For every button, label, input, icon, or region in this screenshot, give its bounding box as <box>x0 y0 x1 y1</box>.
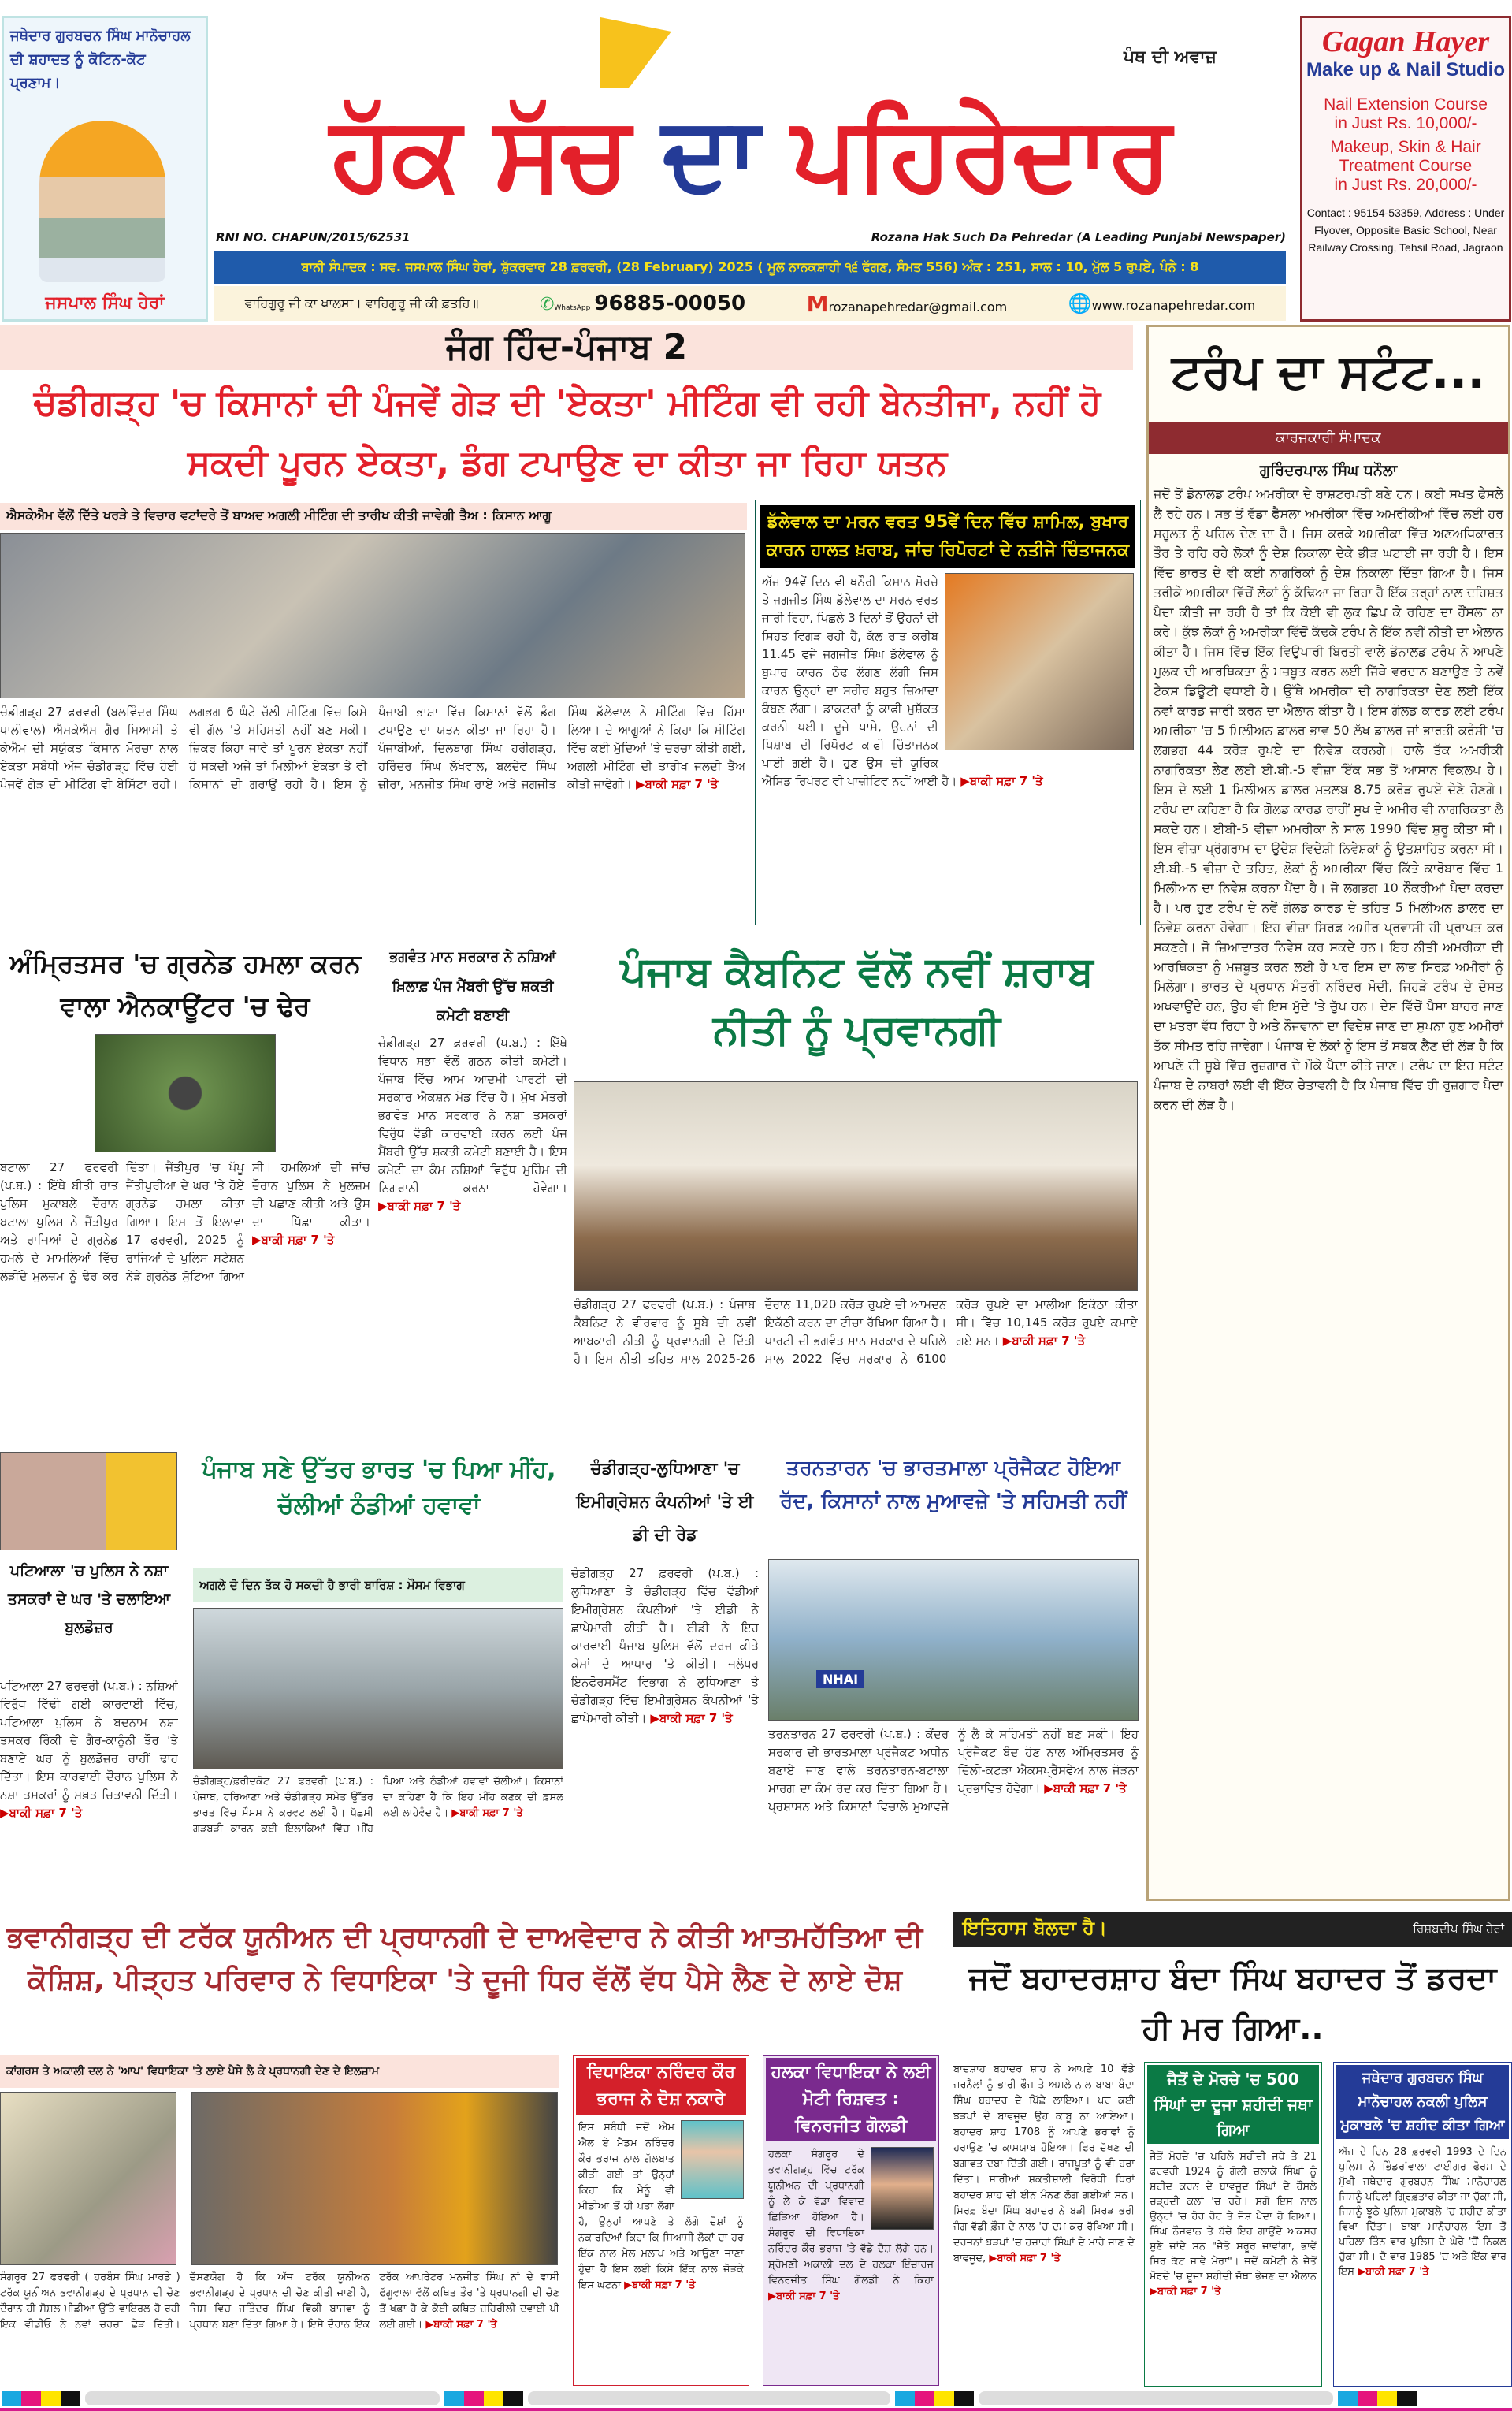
contact-strip <box>214 286 1286 321</box>
mann-committee-body <box>378 1034 567 1444</box>
continued-link[interactable]: ▶ ਬਾਕੀ ਸਫ਼ਾ 7 'ਤੇ <box>425 2319 496 2331</box>
continued-link[interactable]: ▶ ਬਾਕੀ ਸਫ਼ਾ 7 'ਤੇ <box>1150 2286 1220 2298</box>
lead-body-text: ਚੰਡੀਗੜ੍ਹ 27 ਫਰਵਰੀ (ਬਲਵਿੰਦਰ ਸਿੰਘ ਧਾਲੀਵਾਲ) ਐਸਕੇਐਮ ਗੈਰ ਸਿਆਸੀ ਤੇ ਕੇਐਮ ਦੀ ਸਯੁੰਕਤ ਕਿਸਾਨ ਮੋਰਚਾ ਨਾਲ ਏਕਤਾ ਸਬੰਧੀ ਅੱਜ ਚੰਡੀਗੜ੍ਹ ਵਿੱਚ ਹੋਈ ਪੰਜਵੇਂ ਗੇੜ ਦੀ ਮੀਟਿੰਗ ਵੀ ਬੇਸਿੱਟਾ ਰਹੀ। ਲਗਭਗ 6 ਘੰਟੇ ਚੱਲੀ ਮੀਟਿੰਗ ਵਿੱਚ ਕਿਸੇ ਵੀ ਗੱਲ 'ਤੇ ਸਹਿਮਤੀ ਨਹੀਂ ਬਣ ਸਕੀ। ਜ਼ਿਕਰ ਕਿਹਾ ਜਾਵੇ ਤਾਂ ਪੂਰਨ ਏਕਤਾ ਨਹੀਂ ਹੋ ਸਕਦੀ ਅਜੇ ਤਾਂ ਮਿਲੀਆਂ ਏਕਤਾ ਤੇ ਵੀ ਕਿਸਾਨਾਂ ਦੀ ਗਰਾਉਂ ਰਹੀ ਹੈ। ਇਸ ਨੂੰ ਪੰਜਾਬੀ ਭਾਸ਼ਾ ਵਿੱਚ ਕਿਸਾਨਾਂ ਵੱਲੋਂ ਡੰਗ ਟਪਾਉਣ ਦਾ ਯਤਨ ਕੀਤਾ ਜਾ ਰਿਹਾ ਹੈ। ਪੰਜਾਬੀਆਂ, ਦਿਲਬਾਗ ਸਿੰਘ ਹਰੀਗੜ੍ਹ, ਹਰਿੰਦਰ ਸਿੰਘ ਲੱਖੋਵਾਲ, ਬਲਦੇਵ ਸਿੰਘ ਜ਼ੀਰਾ, ਮਨਜੀਤ ਸਿੰਘ ਰਾਏ ਅਤੇ ਜਗਜੀਤ ਸਿੰਘ ਡੱਲੇਵਾਲ ਨੇ ਮੀਟਿੰਗ ਵਿੱਚ ਹਿੱਸਾ ਲਿਆ। ਦੇ ਆਗੂਆਂ ਨੇ ਕਿਹਾ ਕਿ ਮੀਟਿੰਗ ਵਿੱਚ ਕਈ ਮੁੱਦਿਆਂ 'ਤੇ ਚਰਚਾ ਕੀਤੀ ਗਈ, ਅਗਲੀ ਮੀਟਿੰਗ ਦੀ ਤਾਰੀਖ ਜਲਦੀ ਤੈਅ ਕੀਤੀ ਜਾਵੇਗੀ। <box>0 705 745 791</box>
manochahal-box <box>1333 2062 1512 2387</box>
goldy-body-text: ਹਲਕਾ ਸੰਗਰੂਰ ਦੇ ਭਵਾਨੀਗੜ੍ਹ ਵਿੱਚ ਟਰੱਕ ਯੂਨੀਅਨ ਦੀ ਪ੍ਰਧਾਨਗੀ ਨੂੰ ਲੈ ਕੇ ਵੱਡਾ ਵਿਵਾਦ ਛਿੜਿਆ ਹੋਇਆ ਹੈ। ਸੰਗਰੂਰ ਦੀ ਵਿਧਾਇਕਾ ਨਰਿੰਦਰ ਕੌਰ ਭਰਾਜ 'ਤੇ ਵੱਡੇ ਦੋਸ਼ ਲੱਗੇ ਹਨ। ਸ਼੍ਰੋਮਣੀ ਅਕਾਲੀ ਦਲ ਦੇ ਹਲਕਾ ਇੰਚਾਰਜ ਵਿਨਰਜੀਤ ਸਿੰਘ ਗੋਲਡੀ ਨੇ ਕਿਹਾ <box>768 2149 934 2286</box>
gray-bar <box>85 2391 440 2405</box>
continued-link[interactable]: ▶ ਬਾਕੀ ਸਫ਼ਾ 7 'ਤੇ <box>0 1806 82 1820</box>
continued-link[interactable]: ▶ ਬਾਕੀ ਸਫ਼ਾ 7 'ਤੇ <box>1003 1334 1085 1348</box>
gray-bar <box>979 2391 1333 2405</box>
ad-price-2: in Just Rs. 20,000/- <box>1334 176 1477 194</box>
history-banner <box>953 1912 1512 1947</box>
history-author: ਰਿਸ਼ਬਦੀਪ ਸਿੰਘ ਹੇਰਾਂ <box>1413 1922 1504 1936</box>
cmyk-swatch <box>1338 2391 1417 2406</box>
continued-link[interactable]: ▶ ਬਾਕੀ ਸਫ਼ਾ 7 'ਤੇ <box>378 1199 460 1213</box>
bharatmala-photo <box>768 1559 1139 1721</box>
editorial-column <box>1146 325 1510 1901</box>
tagline: ਪੰਥ ਦੀ ਅਵਾਜ਼ <box>1124 47 1217 67</box>
history-body-text: ਬਾਦਸ਼ਾਹ ਬਹਾਦਰ ਸ਼ਾਹ ਨੇ ਆਪਣੇ 10 ਵੱਡੇ ਜਰਨੈਲਾਂ ਨੂੰ ਭਾਰੀ ਫੌਜ ਤੇ ਅਸਲੇ ਨਾਲ ਬਾਬਾ ਬੰਦਾ ਸਿੰਘ ਬਹਾਦਰ ਦੇ ਪਿੱਛੇ ਲਾਇਆ। ਪਰ ਕਈ ਝੜਪਾਂ ਦੇ ਬਾਵਜੂਦ ਉਹ ਕਾਬੂ ਨਾ ਆਇਆ। ਬਹਾਦਰ ਸ਼ਾਹ 1708 ਨੂੰ ਆਪਣੇ ਭਰਾਵਾਂ ਨੂੰ ਹਰਾਉਣ 'ਚ ਕਾਮਯਾਬ ਹੋਇਆ। ਫਿਰ ਦੱਖਣ ਦੀ ਬਗਾਵਤ ਦਬਾ ਦਿੱਤੀ ਗਈ। ਰਾਜਪੂਤਾਂ ਨੂੰ ਵੀ ਹਰਾ ਦਿੱਤਾ। ਸਾਰੀਆਂ ਸ਼ਕਤੀਸ਼ਾਲੀ ਵਿਰੋਧੀ ਧਿਰਾਂ ਬਹਾਦਰ ਸ਼ਾਹ ਦੀ ਈਨ ਮੰਨਣ ਲੱਗ ਗਈਆਂ ਸਨ। ਸਿਰਫ਼ ਬੰਦਾ ਸਿੰਘ ਬਹਾਦਰ ਨੇ ਬੜੀ ਸਿਰੜ ਭਰੀ ਜੰਗ ਵੱਡੀ ਫ਼ੌਜ ਦੇ ਨਾਲ 'ਚ ਦਮ ਕਰ ਰੱਖਿਆ ਸੀ। ਦਰਜਨਾਂ ਝੜਪਾਂ 'ਚ ਹਜ਼ਾਰਾਂ ਸਿੰਘਾਂ ਦੇ ਮਾਰੇ ਜਾਣ ਦੇ ਬਾਵਜੂਦ, <box>953 2063 1135 2264</box>
jaito-headline: ਜੈਤੋਂ ਦੇ ਮੋਰਚੇ 'ਚ 500 ਸਿੰਘਾਂ ਦਾ ਦੂਜਾ ਸ਼ਹੀਦੀ ਜਥਾ ਗਿਆ <box>1147 2065 1319 2144</box>
email-contact <box>807 291 1007 317</box>
bhawanigarh-headline: ਭਵਾਨੀਗੜ੍ਹ ਦੀ ਟਰੱਕ ਯੂਨੀਅਨ ਦੀ ਪ੍ਰਧਾਨਗੀ ਦੇ ਦਾਅਵੇਦਾਰ ਨੇ ਕੀਤੀ ਆਤਮਹੱਤਿਆ ਦੀ ਕੋਸ਼ਿਸ਼, ਪੀੜ੍ਹਤ ਪਰਿਵਾਰ ਨੇ ਵਿਧਾਇਕਾ 'ਤੇ ਦੂਜੀ ਧਿਰ ਵੱਲੋਂ ਵੱਧ ਪੈਸੇ ਲੈਣ ਦੇ ਲਾਏ ਦੋਸ਼ <box>6 1922 923 1996</box>
title-part-1: ਹੱਕ ਸੱਚ <box>330 93 629 213</box>
whatsapp-contact <box>540 292 745 315</box>
lead-subhead: ਐਸਕੇਐਮ ਵੱਲੋਂ ਦਿੱਤੇ ਖਰੜੇ ਤੇ ਵਿਚਾਰ ਵਟਾਂਦਰੇ ਤੋਂ ਬਾਅਦ ਅਗਲੀ ਮੀਟਿੰਗ ਦੀ ਤਾਰੀਖ ਕੀਤੀ ਜਾਵੇਗੀ ਤੈਅ : ਕਿਸਾਨ ਆਗੂ <box>0 503 747 530</box>
nhai-sign: NHAI <box>816 1670 864 1688</box>
editorial-body: ਜਦੋਂ ਤੋਂ ਡੋਨਾਲਡ ਟਰੰਪ ਅਮਰੀਕਾ ਦੇ ਰਾਸ਼ਟਰਪਤੀ ਬਣੇ ਹਨ। ਕਈ ਸਖਤ ਫੈਸਲੇ ਲੈ ਰਹੇ ਹਨ। ਸਭ ਤੋਂ ਵੱਡਾ ਫੈਸਲਾ ਅਮਰੀਕਾ ਵਿੱਚ ਅਮਰੀਕੀਆਂ ਵਿੱਚ ਲਈ ਹਰ ਸਹੂਲਤ ਨੂੰ ਪਹਿਲ ਦੇਣ ਦਾ ਹੈ। ਜਿਸ ਕਰਕੇ ਅਮਰੀਕਾ ਵਿੱਚ ਅਣਅਧਿਕਾਰਤ ਤੌਰ ਤੇ ਰਹਿ ਰਹੇ ਲੋਕਾਂ ਨੂੰ ਦੇਸ਼ ਨਿਕਾਲਾ ਦੇਕੇ ਭੀੜ ਘਟਾਈ ਜਾ ਰਹੀ ਹੈ। ਇਸ ਵਿੱਚ ਭਾਰਤ ਦੇ ਵੀ ਕਈ ਨਾਗਰਿਕਾਂ ਨੂੰ ਦੇਸ਼ ਨਿਕਾਲਾ ਦਿੱਤਾ ਗਿਆ ਹੈ। ਜਿਸ ਤਰੀਕੇ ਅਮਰੀਕਾ ਵਿੱਚੋਂ ਲੋਕਾਂ ਨੂੰ ਕੱਢਿਆ ਜਾ ਰਿਹਾ ਹੈ ਇੱਕ ਤਰ੍ਹਾਂ ਨਾਲ ਦਹਿਸ਼ਤ ਪੈਦਾ ਕੀਤੀ ਜਾ ਰਹੀ ਹੈ ਤਾਂ ਕਿ ਕੋਈ ਵੀ ਲੁਕ ਛਿਪ ਕੇ ਰਹਿਣ ਦਾ ਹੌਂਸਲਾ ਨਾ ਕਰੇ। ਕੁੱਝ ਲੋਕਾਂ ਨੂੰ ਅਮਰੀਕਾ ਵਿੱਚੋਂ ਕੱਢਕੇ ਟਰੰਪ ਨੇ ਇੱਕ ਨਵੀਂ ਨੀਤੀ ਦਾ ਐਲਾਨ ਕੀਤਾ ਹੈ। ਜਿਸ ਵਿੱਚ ਇੱਕ ਵਿਉਪਾਰੀ ਬਿਰਤੀ ਵਾਲੇ ਡੋਨਾਲਡ ਟਰੰਪ ਨੇ ਆਪਣੇ ਮੁਲਕ ਦੀ ਆਰਥਿਕਤਾ ਨੂੰ ਮਜ਼ਬੂਤ ਕਰਨ ਲਈ ਜਿੱਥੇ ਵਰਦਾਨ ਬਣਾਉਣ ਤੇ ਨਵੇਂ ਟੈਕਸ ਡਿਊਟੀ ਵਧਾਈ ਹੈ। ਉੱਥੇ ਅਮਰੀਕਾ ਦੀ ਨਾਗਰਿਕਤਾ ਦੇਣ ਲਈ ਇੱਕ ਨਵਾਂ ਕਾਰਡ ਜਾਰੀ ਕਰਨ ਦਾ ਐਲਾਨ ਕੀਤਾ ਹੈ। ਇਸ ਗੋਲਡ ਕਾਰਡ ਲਈ ਟਰੰਪ ਅਮਰੀਕਾ 'ਚ 5 ਮਿਲੀਅਨ ਡਾਲਰ ਭਾਵ 50 ਲੱਖ ਡਾਲਰ ਜਾਂ ਭਾਰਤੀ ਕਰੰਸੀ 'ਚ ਲਗਭਗ 44 ਕਰੋੜ ਰੁਪਏ ਦਾ ਨਿਵੇਸ਼ ਕਰਨਗੇ। ਹਾਲੇ ਤੱਕ ਅਮਰੀਕੀ ਨਾਗਰਿਕਤਾ ਲੈਣ ਲਈ ਈ.ਬੀ.-5 ਵੀਜ਼ਾ ਇੱਕ ਸਭ ਤੋਂ ਆਸਾਨ ਵਿਕਲਪ ਹੈ। ਇਸ ਦੇ ਲਈ 1 ਮਿਲੀਅਨ ਡਾਲਰ ਮਤਲਬ 8.75 ਕਰੋੜ ਰੁਪਏ ਦੇਣੇ ਹੋਣਗੇ। ਟਰੰਪ ਦਾ ਕਹਿਣਾ ਹੈ ਕਿ ਗੋਲਡ ਕਾਰਡ ਰਾਹੀਂ ਸੁਖ ਦੇ ਅਮੀਰ ਵੀ ਨਾਗਰਿਕਤਾ ਲੈ ਸਕਦੇ ਹਨ। ਈਬੀ-5 ਵੀਜ਼ਾ ਅਮਰੀਕਾ ਨੇ ਸਾਲ 1990 ਵਿੱਚ ਸ਼ੁਰੂ ਕੀਤਾ ਸੀ। ਇਸ ਵੀਜ਼ਾ ਪ੍ਰੋਗਰਾਮ ਦਾ ਉਦੇਸ਼ ਵਿਦੇਸ਼ੀ ਨਿਵੇਸ਼ਕਾਂ ਨੂੰ ਉਤਸ਼ਾਹਿਤ ਕਰਨਾ ਸੀ। ਈ.ਬੀ.-5 ਵੀਜ਼ਾ ਦੇ ਤਹਿਤ, ਲੋਕਾਂ ਨੂੰ ਅਮਰੀਕਾ ਵਿੱਚ ਕਿੱਤੇ ਕਾਰੋਬਾਰ ਵਿੱਚ 1 ਮਿਲੀਅਨ ਦਾ ਨਿਵੇਸ਼ ਕਰਨਾ ਪੈਂਦਾ ਹੈ। ਜੋ ਲਗਭਗ 10 ਨੌਕਰੀਆਂ ਪੈਦਾ ਕਰਦਾ ਹੈ। ਪਰ ਹੁਣ ਟਰੰਪ ਦੇ ਨਵੇਂ ਗੋਲਡ ਕਾਰਡ ਦੇ ਤਹਿਤ 5 ਮਿਲੀਅਨ ਡਾਲਰ ਦਾ ਨਿਵੇਸ਼ ਕਰਨਾ ਹੋਵੇਗਾ। ਇਹ ਵੀਜ਼ਾ ਸਿਰਫ਼ ਅਮੀਰ ਪ੍ਰਵਾਸੀ ਹੀ ਪ੍ਰਾਪਤ ਕਰ ਸਕਣਗੇ। ਜੋ ਜ਼ਿਆਦਾਤਰ ਨਿਵੇਸ਼ ਕਰ ਸਕਦੇ ਹਨ। ਇਹ ਨੀਤੀ ਅਮਰੀਕਾ ਦੀ ਆਰਥਿਕਤਾ ਨੂੰ ਮਜ਼ਬੂਤ ਕਰਨ ਲਈ ਹੈ ਪਰ ਇਸ ਦਾ ਲਾਭ ਸਿਰਫ਼ ਅਮੀਰਾਂ ਨੂੰ ਮਿਲੇਗਾ। ਭਾਰਤ ਦੇ ਪ੍ਰਧਾਨ ਮੰਤਰੀ ਨਰਿੰਦਰ ਮੋਦੀ, ਜਿਹੜੇ ਟਰੰਪ ਦੇ ਦੋਸਤ ਅਖਵਾਉਂਦੇ ਹਨ, ਉਹ ਵੀ ਇਸ ਮੁੱਦੇ 'ਤੇ ਚੁੱਪ ਹਨ। ਦੇਸ਼ ਵਿੱਚੋਂ ਪੈਸਾ ਬਾਹਰ ਜਾਣ ਦਾ ਖ਼ਤਰਾ ਵੱਧ ਰਿਹਾ ਹੈ ਅਤੇ ਨੌਜਵਾਨਾਂ ਦਾ ਵਿਦੇਸ਼ ਜਾਣ ਦਾ ਸੁਪਨਾ ਹੁਣ ਅਮੀਰਾਂ ਤੱਕ ਸੀਮਤ ਰਹਿ ਜਾਵੇਗਾ। ਪੰਜਾਬ ਦੇ ਲੋਕਾਂ ਨੂੰ ਇਸ ਤੋਂ ਸਬਕ ਲੈਣ ਦੀ ਲੋੜ ਹੈ ਕਿ ਆਪਣੇ ਹੀ ਸੂਬੇ ਵਿੱਚ ਰੁਜ਼ਗਾਰ ਦੇ ਮੌਕੇ ਪੈਦਾ ਕੀਤੇ ਜਾਣ। ਟਰੰਪ ਦਾ ਇਹ ਸਟੰਟ ਪੰਜਾਬ ਦੇ ਨਾਬਰਾਂ ਲਈ ਵੀ ਇੱਕ ਚੇਤਾਵਨੀ ਹੈ ਕਿ ਪੰਜਾਬ ਵਿੱਚ ਹੀ ਰੁਜ਼ਗਾਰ ਪੈਦਾ ਕਰਨ ਦੀ ਲੋੜ ਹੈ। <box>1154 486 1503 1112</box>
history-body <box>953 2062 1135 2387</box>
whatsapp-label: WhatsApp <box>554 304 591 312</box>
narinder-kaur-body <box>574 2117 749 2297</box>
title-part-3: ਪਹਿਰੇਦਾਰ <box>791 93 1170 213</box>
cabinet-body-text: ਚੰਡੀਗੜ੍ਹ 27 ਫਰਵਰੀ (ਪ.ਬ.) : ਪੰਜਾਬ ਕੈਬਨਿਟ ਨੇ ਵੀਰਵਾਰ ਨੂੰ ਸੂਬੇ ਦੀ ਨਵੀਂ ਆਬਕਾਰੀ ਨੀਤੀ ਨੂੰ ਪ੍ਰਵਾਨਗੀ ਦੇ ਦਿੱਤੀ ਹੈ। ਇਸ ਨੀਤੀ ਤਹਿਤ ਸਾਲ 2025-26 ਦੌਰਾਨ 11,020 ਕਰੋੜ ਰੁਪਏ ਦੀ ਆਮਦਨ ਇਕੱਠੀ ਕਰਨ ਦਾ ਟੀਚਾ ਰੱਖਿਆ ਗਿਆ ਹੈ। ਪਾਰਟੀ ਦੀ ਭਗਵੰਤ ਮਾਨ ਸਰਕਾਰ ਦੇ ਪਹਿਲੇ ਸਾਲ 2022 ਵਿੱਚ ਸਰਕਾਰ ਨੇ 6100 ਕਰੋੜ ਰੁਪਏ ਦਾ ਮਾਲੀਆ ਇਕੱਠਾ ਕੀਤਾ ਸੀ। ਵਿੱਚ 10,145 ਕਰੋੜ ਰੁਪਏ ਕਮਾਏ ਗਏ ਸਨ। <box>574 1297 1138 1366</box>
rain-photo <box>193 1608 563 1769</box>
ed-raid-headline: ਚੰਡੀਗੜ੍ਹ-ਲੁਧਿਆਣਾ 'ਚ ਇਮੀਗ੍ਰੇਸ਼ਨ ਕੰਪਨੀਆਂ 'ਤੇ ਈ ਡੀ ਦੀ ਰੇਡ <box>576 1459 754 1544</box>
rni-number: RNI NO. CHAPUN/2015/62531 <box>216 230 411 244</box>
ad-price-1: in Just Rs. 10,000/- <box>1334 114 1477 132</box>
gray-bar <box>528 2391 890 2405</box>
nishan-sahib-flag-icon <box>600 17 671 88</box>
website-contact <box>1068 292 1255 314</box>
patiala-body <box>0 1677 178 1906</box>
cabinet-headline: ਪੰਜਾਬ ਕੈਬਨਿਟ ਵੱਲੋਂ ਨਵੀਂ ਸ਼ਰਾਬ ਨੀਤੀ ਨੂੰ ਪ੍ਰਵਾਨਗੀ <box>620 948 1094 1054</box>
continued-link[interactable]: ▶ ਬਾਕੀ ਸਫ਼ਾ 7 'ਤੇ <box>624 2279 695 2291</box>
continued-link[interactable]: ▶ ਬਾਕੀ ਸਫ਼ਾ 7 'ਤੇ <box>451 1807 522 1819</box>
bhawanigarh-body <box>0 2270 559 2385</box>
ed-raid-body <box>571 1565 759 1905</box>
truck-union-photo <box>191 2092 558 2265</box>
right-salon-ad <box>1300 16 1511 322</box>
website-url: www.rozanapehredar.com <box>1091 298 1256 313</box>
goldy-headline: ਹਲਕਾ ਵਿਧਾਇਕਾ ਨੇ ਲਈ ਮੋਟੀ ਰਿਸ਼ਵਤ : ਵਿਨਰਜੀਤ ਗੋਲਡੀ <box>766 2058 936 2141</box>
jaito-body-text: ਜੈਤੋਂ ਮੋਰਚੇ 'ਚ ਪਹਿਲੇ ਸ਼ਹੀਦੀ ਜਥੇ ਤੇ 21 ਫਰਵਰੀ 1924 ਨੂੰ ਗੋਲੀ ਚਲਾਕੇ ਸਿੰਘਾਂ ਨੂੰ ਸ਼ਹੀਦ ਕਰਨ ਦੇ ਬਾਵਜੂਦ ਸਿੰਘਾਂ ਦੇ ਹੌਂਸਲੇ ਚੜ੍ਹਦੀ ਕਲਾਂ 'ਚ ਰਹੇ। ਸਗੋਂ ਇਸ ਨਾਲ ਉਨ੍ਹਾਂ 'ਚ ਹੋਰ ਰੋਹ ਤੇ ਜੋਸ਼ ਪੈਦਾ ਹੋ ਗਿਆ। ਸਿੰਘ ਨੌਜਵਾਨ ਤੇ ਬੱਚੇ ਇਹ ਗਾਉਂਦੇ ਅਕਸਰ ਸੁਣੇ ਜਾਂਦੇ ਸਨ "ਜੈਤੋ ਸਰੂਰ ਜਾਵਾਂਗਾ, ਭਾਵੇਂ ਸਿਰ ਕੱਟ ਜਾਵੇ ਮੇਰਾ"। ਜਦੋਂ ਕਮੇਟੀ ਨੇ ਜੈਤੋਂ ਮੋਰਚੇ 'ਚ ਦੂਜਾ ਸ਼ਹੀਦੀ ਜੱਥਾ ਭੇਜਣ ਦਾ ਐਲਾਨ <box>1150 2151 1317 2283</box>
bharatmala-body-text: ਤਰਨਤਾਰਨ 27 ਫਰਵਰੀ (ਪ.ਬ.) : ਕੇਂਦਰ ਸਰਕਾਰ ਦੀ ਭਾਰਤਮਾਲਾ ਪ੍ਰੋਜੈਕਟ ਅਧੀਨ ਬਣਾਏ ਜਾਣ ਵਾਲੇ ਤਰਨਤਾਰਨ-ਬਟਾਲਾ ਮਾਰਗ ਦਾ ਕੰਮ ਰੱਦ ਕਰ ਦਿੱਤਾ ਗਿਆ ਹੈ। ਪ੍ਰਸ਼ਾਸਨ ਅਤੇ ਕਿਸਾਨਾਂ ਵਿਚਾਲੇ ਮੁਆਵਜ਼ੇ ਨੂੰ ਲੈ ਕੇ ਸਹਿਮਤੀ ਨਹੀਂ ਬਣ ਸਕੀ। ਇਹ ਪ੍ਰੋਜੈਕਟ ਬੰਦ ਹੋਣ ਨਾਲ ਅੰਮ੍ਰਿਤਸਰ ਨੂੰ ਦਿੱਲੀ-ਕਟੜਾ ਐਕਸਪ੍ਰੈਸਵੇਅ ਨਾਲ ਜੋੜਨਾ ਪ੍ਰਭਾਵਿਤ ਹੋਵੇਗਾ। <box>768 1727 1139 1814</box>
weather-subhead: ਅਗਲੇ ਦੋ ਦਿਨ ਤੱਕ ਹੋ ਸਕਦੀ ਹੈ ਭਾਰੀ ਬਾਰਿਸ਼ : ਮੌਸਮ ਵਿਭਾਗ <box>193 1568 563 1602</box>
bhawanigarh-subhead: ਕਾਂਗਰਸ ਤੇ ਅਕਾਲੀ ਦਲ ਨੇ 'ਆਪ' ਵਿਧਾਇਕਾ 'ਤੇ ਲਾਏ ਪੈਸੇ ਲੈ ਕੇ ਪ੍ਰਧਾਨਗੀ ਦੇਣ ਦੇ ਇਲਜ਼ਾਮ <box>0 2055 559 2088</box>
tribute-text: ਜਥੇਦਾਰ ਗੁਰਬਚਨ ਸਿੰਘ ਮਾਨੋਚਾਹਲ ਦੀ ਸ਼ਹਾਦਤ ਨੂੰ ਕੋਟਿਨ-ਕੋਟ ਪ੍ਰਣਾਮ। <box>10 28 191 91</box>
goldy-box <box>763 2055 939 2386</box>
section-title: ਜੰਗ ਹਿੰਦ-ਪੰਜਾਬ 2 <box>0 325 1133 370</box>
cabinet-meeting-photo <box>574 1081 1138 1291</box>
patiala-body-text: ਪਟਿਆਲਾ 27 ਫਰਵਰੀ (ਪ.ਬ.) : ਨਸ਼ਿਆਂ ਵਿਰੁੱਧ ਵਿੱਢੀ ਗਈ ਕਾਰਵਾਈ ਵਿੱਚ, ਪਟਿਆਲਾ ਪੁਲਿਸ ਨੇ ਬਦਨਾਮ ਨਸ਼ਾ ਤਸਕਰ ਰਿੰਕੀ ਦੇ ਗੈਰ-ਕਾਨੂੰਨੀ ਤੌਰ 'ਤੇ ਬਣਾਏ ਘਰ ਨੂੰ ਬੁਲਡੋਜ਼ਰ ਰਾਹੀਂ ਢਾਹ ਦਿੱਤਾ। ਇਸ ਕਾਰਵਾਈ ਦੌਰਾਨ ਪੁਲਿਸ ਨੇ ਨਸ਼ਾ ਤਸਕਰਾਂ ਨੂੰ ਸਖ਼ਤ ਚਿਤਾਵਨੀ ਦਿੱਤੀ। <box>0 1679 178 1802</box>
farmers-meeting-photo <box>0 533 745 698</box>
narinder-kaur-photo <box>681 2120 744 2199</box>
patiala-headline: ਪਟਿਆਲਾ 'ਚ ਪੁਲਿਸ ਨੇ ਨਸ਼ਾ ਤਸਕਰਾਂ ਦੇ ਘਰ 'ਤੇ ਚਲਾਇਆ ਬੁਲਡੋਜ਼ਰ <box>7 1562 171 1636</box>
bhawanigarh-body-text: ਸੰਗਰੂਰ 27 ਫਰਵਰੀ ( ਹਰਬੰਸ ਸਿੰਘ ਮਾਰਡੇ ) ਟਰੱਕ ਯੂਨੀਅਨ ਭਵਾਨੀਗੜ੍ਹ ਦੇ ਪ੍ਰਧਾਨ ਦੀ ਚੋਣ ਦੌਰਾਨ ਹੀ ਸੋਸ਼ਲ ਮੀਡੀਆ ਉੱਤੇ ਵਾਇਰਲ ਹੋ ਰਹੀ ਇਕ ਵੀਡੀਓ ਨੇ ਨਵਾਂ ਚਰਚਾ ਛੇੜ ਦਿੱਤੀ। ਦੱਸਣਯੋਗ ਹੈ ਕਿ ਅੱਜ ਟਰੱਕ ਯੂਨੀਅਨ ਭਵਾਨੀਗੜ੍ਹ ਦੇ ਪ੍ਰਧਾਨ ਦੀ ਚੋਣ ਕੀਤੀ ਜਾਣੀ ਹੈ, ਜਿਸ ਵਿਚ ਜਤਿੰਦਰ ਸਿੰਘ ਵਿੱਕੀ ਬਾਜਵਾ ਨੂੰ ਪ੍ਰਧਾਨ ਬਣਾ ਦਿੱਤਾ ਗਿਆ ਹੈ। ਇਸੇ ਦੌਰਾਨ ਇੱਕ ਟਰੱਕ ਆਪਰੇਟਰ ਮਨਜੀਤ ਸਿੰਘ ਨਾਂ ਦੇ ਵਾਸੀ ਫੱਗੂਵਾਲਾ ਵੱਲੋਂ ਕਥਿਤ ਤੌਰ 'ਤੇ ਪ੍ਰਧਾਨਗੀ ਦੀ ਚੋਣ ਤੋਂ ਖਫ਼ਾ ਹੋ ਕੇ ਕੋਈ ਕਥਿਤ ਜ਼ਹਿਰੀਲੀ ਦਵਾਈ ਪੀ ਲਈ ਗਈ। <box>0 2271 559 2331</box>
lead-headline: ਚੰਡੀਗੜ੍ਹ 'ਚ ਕਿਸਾਨਾਂ ਦੀ ਪੰਜਵੇਂ ਗੇੜ ਦੀ 'ਏਕਤਾ' ਮੀਟਿੰਗ ਵੀ ਰਹੀ ਬੇਨਤੀਜਾ, ਨਹੀਂ ਹੋ ਸਕਦੀ ਪੂਰਨ ਏਕਤਾ, ਡੰਗ ਟਪਾਉਣ ਦਾ ਕੀਤਾ ਜਾ ਰਿਹਾ ਯਤਨ <box>33 383 1101 483</box>
weather-body <box>193 1774 563 1906</box>
cabinet-body <box>574 1296 1138 1444</box>
continued-link[interactable]: ▶ ਬਾਕੀ ਸਫ਼ਾ 7 'ਤੇ <box>252 1233 334 1247</box>
editorial-title: ਟਰੰਪ ਦਾ ਸਟੰਟ... <box>1171 344 1486 400</box>
jaito-body <box>1145 2146 1321 2302</box>
narinder-kaur-box <box>573 2055 749 2386</box>
manochahal-body-text: ਅੱਜ ਦੇ ਦਿਨ 28 ਫ਼ਰਵਰੀ 1993 ਦੇ ਦਿਨ ਪੁਲਿਸ ਨੇ ਭਿੰਡਰਾਂਵਾਲਾ ਟਾਈਗਰ ਫੋਰਸ ਦੇ ਮੁੱਖੀ ਜਥੇਦਾਰ ਗੁਰਬਚਨ ਸਿੰਘ ਮਾਨੋਚਾਹਲ ਜਿਸਨੂੰ ਪਹਿਲਾਂ ਗ੍ਰਿਫ਼ਤਾਰ ਕੀਤਾ ਜਾ ਚੁੱਕਾ ਸੀ, ਜਿਸਨੂੰ ਝੂਠੇ ਪੁਲਿਸ ਮੁਕਾਬਲੇ 'ਚ ਸ਼ਹੀਦ ਕੀਤਾ ਵਿਖਾ ਦਿੱਤਾ। ਬਾਬਾ ਮਾਨੋਚਾਹਲ ਇਸ ਤੋਂ ਪਹਿਲਾ ਤਿੰਨ ਵਾਰ ਪੁਲਿਸ ਦੇ ਘੇਰੇ 'ਚੋਂ ਨਿਕਲ ਚੁੱਕਾ ਸੀ। ਦੋ ਵਾਰ 1985 'ਚ ਅਤੇ ਇੱਕ ਵਾਰ ਇਸ <box>1339 2146 1506 2278</box>
manochahal-body <box>1334 2141 1511 2283</box>
masthead-title <box>222 95 1278 213</box>
continued-link[interactable]: ▶ ਬਾਕੀ ਸਫ਼ਾ 7 'ਤੇ <box>636 777 718 791</box>
editorial-author: ਗੁਰਿੰਦਰਪਾਲ ਸਿੰਘ ਧਨੌਲਾ <box>1259 462 1398 479</box>
lead-body <box>0 703 745 924</box>
ad-course-1: Nail Extension Course <box>1324 95 1488 113</box>
amritsar-body-text: ਬਟਾਲਾ 27 ਫਰਵਰੀ (ਪ.ਬ.) : ਇੱਥੇ ਬੀਤੀ ਰਾਤ ਪੁਲਿਸ ਮੁਕਾਬਲੇ ਦੌਰਾਨ ਬਟਾਲਾ ਪੁਲਿਸ ਨੇ ਜੈਂਤੀਪੁਰ ਅਤੇ ਰਾਜਿਆਂ ਦੇ ਗ੍ਰਨੇਡ ਹਮਲੇ ਦੇ ਮਾਮਲਿਆਂ ਵਿੱਚ ਲੋੜੀਂਦੇ ਮੁਲਜ਼ਮ ਨੂੰ ਢੇਰ ਕਰ ਦਿੱਤਾ। ਜੈਂਤੀਪੁਰ 'ਚ ਪੱਪੂ ਜੈਂਤੀਪੁਰੀਆ ਦੇ ਘਰ 'ਤੇ ਹੋਏ ਗ੍ਰਨੇਡ ਹਮਲਾ ਕੀਤਾ ਗਿਆ। ਇਸ ਤੋਂ ਇਲਾਵਾ 17 ਫਰਵਰੀ, 2025 ਨੂੰ ਰਾਜਿਆਂ ਦੇ ਪੁਲਿਸ ਸਟੇਸ਼ਨ ਨੇੜੇ ਗ੍ਰਨੇਡ ਸੁੱਟਿਆ ਗਿਆ ਸੀ। ਹਮਲਿਆਂ ਦੀ ਜਾਂਚ ਦੌਰਾਨ ਪੁਲਿਸ ਨੇ ਮੁਲਜ਼ਮ ਦੀ ਪਛਾਣ ਕੀਤੀ ਅਤੇ ਉਸ ਦਾ ਪਿੱਛਾ ਕੀਤਾ। <box>0 1160 370 1283</box>
weather-headline: ਪੰਜਾਬ ਸਣੇ ਉੱਤਰ ਭਾਰਤ 'ਚ ਪਿਆ ਮੀਂਹ, ਚੱਲੀਆਂ ਠੰਡੀਆਂ ਹਵਾਵਾਂ <box>202 1456 556 1520</box>
bharatmala-body <box>768 1725 1139 1906</box>
history-headline: ਜਦੋਂ ਬਹਾਦਰਸ਼ਾਹ ਬੰਦਾ ਸਿੰਘ ਬਹਾਦਰ ਤੋਂ ਡਰਦਾ ਹੀ ਮਰ ਗਿਆ.. <box>968 1960 1497 2047</box>
email-address: rozanapehredar@gmail.com <box>828 299 1008 314</box>
narinder-kaur-body-text: ਇਸ ਸਬੰਧੀ ਜਦੋਂ ਐਮ ਐਲ ਏ ਮੈਡਮ ਨਰਿੰਦਰ ਕੌਰ ਭਰਾਜ ਨਾਲ ਗੱਲਬਾਤ ਕੀਤੀ ਗਈ ਤਾਂ ਉਨ੍ਹਾਂ ਕਿਹਾ ਕਿ ਮੈਨੂੰ ਵੀ ਮੀਡੀਆ ਤੋਂ ਹੀ ਪਤਾ ਲੱਗਾ ਹੈ, ਉਨ੍ਹਾਂ ਆਪਣੇ ਤੇ ਲੱਗੇ ਦੋਸ਼ਾਂ ਨੂੰ ਨਕਾਰਦਿਆਂ ਕਿਹਾ ਕਿ ਸਿਆਸੀ ਲੋਕਾਂ ਦਾ ਹਰ ਇੱਕ ਨਾਲ ਮੇਲ ਮਲਾਪ ਅਤੇ ਆਉਣਾ ਜਾਣਾ ਹੁੰਦਾ ਹੈ ਇਸ ਲਈ ਕਿਸੇ ਇੱਕ ਨਾਲ ਜੋੜਕੇ ਇਸ ਘਟਨਾ <box>578 2122 744 2291</box>
pistol-photo <box>95 1034 276 1152</box>
ad-course-2: Makeup, Skin & Hair Treatment Course <box>1330 138 1481 175</box>
bharatmala-headline: ਤਰਨਤਾਰਨ 'ਚ ਭਾਰਤਮਾਲਾ ਪ੍ਰੋਜੈਕਟ ਹੋਇਆ ਰੱਦ, ਕਿਸਾਨਾਂ ਨਾਲ ਮੁਆਵਜ਼ੇ 'ਤੇ ਸਹਿਮਤੀ ਨਹੀਂ <box>780 1457 1127 1513</box>
ed-raid-body-text: ਚੰਡੀਗੜ੍ਹ 27 ਫ਼ਰਵਰੀ (ਪ.ਬ.) : ਲੁਧਿਆਣਾ ਤੇ ਚੰਡੀਗੜ੍ਹ ਵਿੱਚ ਵੱਡੀਆਂ ਇਮੀਗ੍ਰੇਸ਼ਨ ਕੰਪਨੀਆਂ 'ਤੇ ਈਡੀ ਨੇ ਛਾਪੇਮਾਰੀ ਕੀਤੀ ਹੈ। ਈਡੀ ਨੇ ਇਹ ਕਾਰਵਾਈ ਪੰਜਾਬ ਪੁਲਿਸ ਵੱਲੋਂ ਦਰਜ ਕੀਤੇ ਕੇਸਾਂ ਦੇ ਆਧਾਰ 'ਤੇ ਕੀਤੀ। ਜਲੰਧਰ ਇਨਫੋਰਸਮੈਂਟ ਵਿਭਾਗ ਨੇ ਲੁਧਿਆਣਾ ਤੇ ਚੰਡੀਗੜ੍ਹ ਵਿੱਚ ਇਮੀਗ੍ਰੇਸ਼ਨ ਕੰਪਨੀਆਂ 'ਤੇ ਛਾਪੇਮਾਰੀ ਕੀਤੀ। <box>571 1566 759 1725</box>
cash-box-photo <box>0 2092 176 2265</box>
tribute-name: ਜਸਪਾਲ ਸਿੰਘ ਹੇਰਾਂ <box>45 293 165 313</box>
editorial-role: ਕਾਰਜਕਾਰੀ ਸੰਪਾਦਕ <box>1149 422 1508 454</box>
masthead <box>214 16 1287 323</box>
ad-contact: Contact : 95154-53359, Address : Under Flyover, Opposite Basic School, Near Railway Crossing, Tehsil Road, Jagraon <box>1306 206 1505 254</box>
dallewal-body-text: ਅੱਜ 94ਵੇਂ ਦਿਨ ਵੀ ਖਨੌਰੀ ਕਿਸਾਨ ਮੋਰਚੇ ਤੇ ਜਗਜੀਤ ਸਿੰਘ ਡੱਲੇਵਾਲ ਦਾ ਮਰਨ ਵਰਤ ਜਾਰੀ ਰਿਹਾ, ਪਿਛਲੇ 3 ਦਿਨਾਂ ਤੋਂ ਉਹਨਾਂ ਦੀ ਸਿਹਤ ਵਿਗੜ ਰਹੀ ਹੈ, ਕੱਲ ਰਾਤ ਕਰੀਬ 11.45 ਵਜੇ ਜਗਜੀਤ ਸਿੰਘ ਡੱਲੇਵਾਲ ਨੂੰ ਬੁਖਾਰ ਕਾਰਨ ਠੰਢ ਲੱਗਣ ਲੱਗੀ ਜਿਸ ਕਾਰਨ ਉਨ੍ਹਾਂ ਦਾ ਸਰੀਰ ਬਹੁਤ ਜ਼ਿਆਦਾ ਕੰਬਣ ਲੱਗਾ। ਡਾਕਟਰਾਂ ਨੂੰ ਕਾਫੀ ਮੁਸ਼ੱਕਤ ਕਰਨੀ ਪਈ। ਦੂਜੇ ਪਾਸੇ, ਉਹਨਾਂ ਦੀ ਪਿਸ਼ਾਬ ਦੀ ਰਿਪੋਰਟ ਕਾਫੀ ਚਿੰਤਾਜਨਕ ਪਾਈ ਗਈ ਹੈ। ਹੁਣ ਉਸ ਦੀ ਯੂਰਿਕ ਐਸਿਡ ਰਿਪੋਰਟ ਵੀ ਪਾਜ਼ੀਟਿਵ ਨਹੀਂ ਆਈ ਹੈ। <box>762 575 957 788</box>
print-registration-strip <box>0 2389 1512 2411</box>
dallewal-box <box>755 500 1141 925</box>
gmail-icon: M <box>806 290 829 317</box>
continued-link[interactable]: ▶ ਬਾਕੀ ਸਫ਼ਾ 7 'ਤੇ <box>989 2253 1060 2264</box>
cmyk-swatch <box>895 2391 974 2406</box>
continued-link[interactable]: ▶ ਬਾਕੀ ਸਫ਼ਾ 7 'ਤੇ <box>1044 1781 1126 1795</box>
amritsar-headline: ਅੰਮ੍ਰਿਤਸਰ 'ਚ ਗ੍ਰਨੇਡ ਹਮਲਾ ਕਰਨ ਵਾਲਾ ਐਨਕਾਊਂਟਰ 'ਚ ਢੇਰ <box>9 948 361 1021</box>
english-name: Rozana Hak Such Da Pehredar (A Leading Punjabi Newspaper) <box>871 230 1286 244</box>
cmyk-swatch <box>444 2391 523 2406</box>
jaito-box <box>1144 2062 1322 2387</box>
fateh-text: ਵਾਹਿਗੁਰੂ ਜੀ ਕਾ ਖਾਲਸਾ। ਵਾਹਿਗੁਰੂ ਜੀ ਕੀ ਫ਼ਤਹਿ॥ <box>244 296 479 311</box>
continued-link[interactable]: ▶ ਬਾਕੀ ਸਫ਼ਾ 7 'ਤੇ <box>1358 2266 1428 2278</box>
continued-link[interactable]: ▶ ਬਾਕੀ ਸਫ਼ਾ 7 'ਤੇ <box>960 774 1042 788</box>
amritsar-body <box>0 1159 370 1444</box>
dateline-strip: ਬਾਨੀ ਸੰਪਾਦਕ : ਸਵ. ਜਸਪਾਲ ਸਿੰਘ ਹੇਰਾਂ, ਸ਼ੁੱਕਰਵਾਰ 28 ਫ਼ਰਵਰੀ, (28 February) 2025 ( ਮੂਲ ਨਾਨਕਸ਼ਾਹੀ ੧੬ ਫੱਗਣ, ਸੰਮਤ 556) ਅੰਕ : 251, ਸਾਲ : 10, ਮੁੱਲ 5 ਰੁਪਏ, ਪੰਨੇ : 8 <box>214 251 1286 284</box>
whatsapp-icon: ✆ <box>539 295 555 314</box>
title-part-2: ਦਾ <box>662 93 758 213</box>
goldy-body <box>763 2144 938 2308</box>
phone-number: 96885-00050 <box>594 292 746 315</box>
globe-icon: 🌐 <box>1068 292 1092 314</box>
narinder-kaur-headline: ਵਿਧਾਇਕਾ ਨਰਿੰਦਰ ਕੌਰ ਭਰਾਜ ਨੇ ਦੋਸ਼ ਨਕਾਰੇ <box>576 2058 746 2115</box>
mann-committee-body-text: ਚੰਡੀਗੜ੍ਹ 27 ਫ਼ਰਵਰੀ (ਪ.ਬ.) : ਇੱਥੇ ਵਿਧਾਨ ਸਭਾ ਵੱਲੋਂ ਗਠਨ ਕੀਤੀ ਕਮੇਟੀ। ਪੰਜਾਬ ਵਿੱਚ ਆਮ ਆਦਮੀ ਪਾਰਟੀ ਦੀ ਸਰਕਾਰ ਐਕਸ਼ਨ ਮੋਡ ਵਿੱਚ ਹੈ। ਮੁੱਖ ਮੰਤਰੀ ਭਗਵੰਤ ਮਾਨ ਸਰਕਾਰ ਨੇ ਨਸ਼ਾ ਤਸਕਰਾਂ ਵਿਰੁੱਧ ਵੱਡੀ ਕਾਰਵਾਈ ਕਰਨ ਲਈ ਪੰਜ ਮੈਂਬਰੀ ਉੱਚ ਸ਼ਕਤੀ ਕਮੇਟੀ ਬਣਾਈ ਹੈ। ਇਸ ਕਮੇਟੀ ਦਾ ਕੰਮ ਨਸ਼ਿਆਂ ਵਿਰੁੱਧ ਮੁਹਿੰਮ ਦੀ ਨਿਗਰਾਨੀ ਕਰਨਾ ਹੋਵੇਗਾ। <box>378 1036 567 1195</box>
bulldozer-photo <box>0 1452 177 1550</box>
history-label: ਇਤਿਹਾਸ ਬੋਲਦਾ ਹੈ। <box>963 1917 1108 1939</box>
dallewal-headline: ਡੱਲੇਵਾਲ ਦਾ ਮਰਨ ਵਰਤ 95ਵੇਂ ਦਿਨ ਵਿੱਚ ਸ਼ਾਮਿਲ, ਬੁਖਾਰ ਕਾਰਨ ਹਾਲਤ ਖ਼ਰਾਬ, ਜਾਂਚ ਰਿਪੋਰਟਾਂ ਦੇ ਨਤੀਜੇ ਚਿੰਤਾਜਨਕ <box>760 505 1135 568</box>
goldy-photo <box>871 2147 934 2230</box>
left-tribute-ad <box>2 16 208 322</box>
cmyk-swatch <box>2 2391 80 2406</box>
portrait-photo <box>39 121 165 282</box>
dallewal-body <box>756 573 1140 791</box>
ad-studio: Make up & Nail Studio <box>1306 59 1506 80</box>
ad-brand: Gagan Hayer <box>1321 25 1490 58</box>
continued-link[interactable]: ▶ ਬਾਕੀ ਸਫ਼ਾ 7 'ਤੇ <box>768 2290 839 2302</box>
dallewal-photo <box>945 573 1134 750</box>
mann-committee-headline: ਭਗਵੰਤ ਮਾਨ ਸਰਕਾਰ ਨੇ ਨਸ਼ਿਆਂ ਖ਼ਿਲਾਫ਼ ਪੰਜ ਮੈਂਬਰੀ ਉੱਚ ਸ਼ਕਤੀ ਕਮੇਟੀ ਬਣਾਈ <box>389 949 556 1024</box>
continued-link[interactable]: ▶ ਬਾਕੀ ਸਫ਼ਾ 7 'ਤੇ <box>650 1711 732 1725</box>
weather-body-text: ਚੰਡੀਗੜ੍ਹ/ਫ਼ਰੀਦਕੋਟ 27 ਫਰਵਰੀ (ਪ.ਬ.) : ਪੰਜਾਬ, ਹਰਿਆਣਾ ਅਤੇ ਚੰਡੀਗੜ੍ਹ ਸਮੇਤ ਉੱਤਰ ਭਾਰਤ ਵਿੱਚ ਮੌਸਮ ਨੇ ਕਰਵਟ ਲਈ ਹੈ। ਪੱਛਮੀ ਗੜਬੜੀ ਕਾਰਨ ਕਈ ਇਲਾਕਿਆਂ ਵਿੱਚ ਮੀਂਹ ਪਿਆ ਅਤੇ ਠੰਡੀਆਂ ਹਵਾਵਾਂ ਚੱਲੀਆਂ। ਕਿਸਾਨਾਂ ਦਾ ਕਹਿਣਾ ਹੈ ਕਿ ਇਹ ਮੀਂਹ ਕਣਕ ਦੀ ਫ਼ਸਲ ਲਈ ਲਾਹੇਵੰਦ ਹੈ। <box>193 1776 563 1835</box>
manochahal-headline: ਜਥੇਦਾਰ ਗੁਰਬਚਨ ਸਿੰਘ ਮਾਨੋਚਾਹਲ ਨਕਲੀ ਪੁਲਿਸ ਮੁਕਾਬਲੇ 'ਚ ਸ਼ਹੀਦ ਕੀਤਾ ਗਿਆ <box>1336 2065 1509 2139</box>
